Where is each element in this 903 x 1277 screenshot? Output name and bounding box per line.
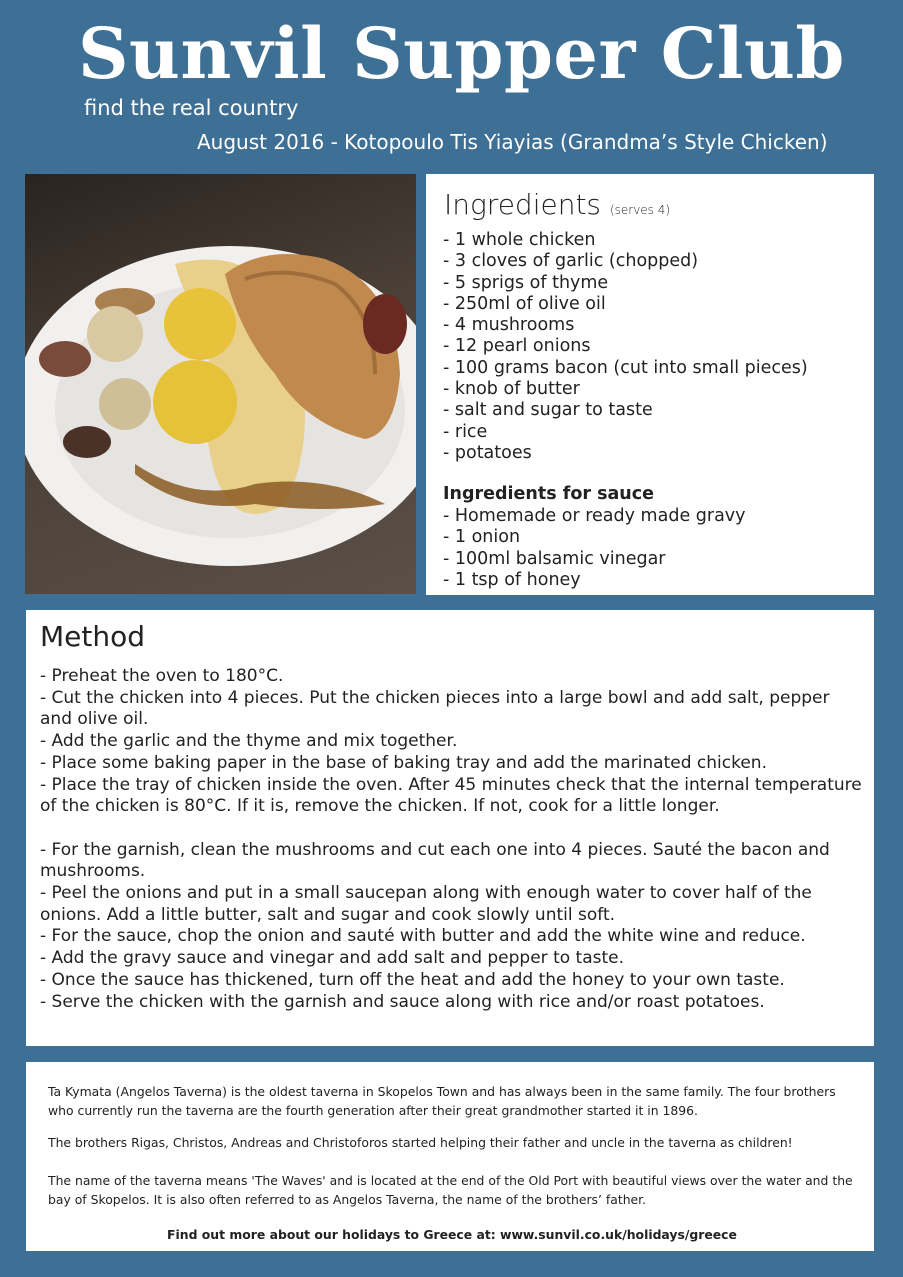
list-item: - 1 tsp of honey: [443, 569, 581, 590]
method-step: - Once the sauce has thickened, turn off the heat and add the honey to your own taste.: [40, 969, 785, 990]
method-step: - Serve the chicken with the garnish and sauce along with rice and/or roast potatoes.: [40, 991, 765, 1012]
list-item: - potatoes: [443, 442, 532, 463]
tagline: find the real country: [84, 96, 299, 120]
list-item: - salt and sugar to taste: [443, 400, 653, 421]
method-step: - Place the tray of chicken inside the oven. After 45 minutes check that the internal temperature of the chicken is 80°C. If it is, remove the chicken. If not, cook for a little longer.: [40, 774, 862, 817]
ingredients-heading: [444, 188, 670, 221]
page-title: Sunvil Supper Club: [78, 12, 845, 95]
list-item: - Homemade or ready made gravy: [443, 506, 746, 526]
method-step: - Preheat the oven to 180°C.: [40, 666, 284, 686]
ingredients-title: Ingredients: [444, 188, 602, 221]
list-item: - 250ml of olive oil: [443, 293, 606, 314]
method-step: - Add the gravy sauce and vinegar and add salt and pepper to taste.: [40, 948, 625, 969]
list-item: - 100 grams bacon (cut into small pieces): [443, 357, 808, 378]
list-item: - 1 onion: [443, 527, 521, 548]
list-item: - 5 sprigs of thyme: [443, 272, 609, 293]
info-paragraph: The name of the taverna means 'The Waves' and is located at the end of the Old Port with beautiful views over the water and the bay of Skopelos. It is also often referred to as Angelos Taverna, the name of the brothers’ father.: [48, 1173, 853, 1207]
method-step: - For the garnish, clean the mushrooms and cut each one into 4 pieces. Sauté the bacon and mushrooms.: [40, 839, 830, 882]
method-heading: Method: [40, 620, 146, 653]
method-panel: [26, 610, 874, 1046]
method-step: - Add the garlic and the thyme and mix together.: [40, 731, 458, 752]
method-step: - Peel the onions and put in a small saucepan along with enough water to cover half of the onions. Add a little butter, salt and sugar and cook slowly until soft.: [40, 883, 812, 925]
sauce-list: [443, 506, 746, 591]
taverna-info-panel: [26, 1062, 874, 1251]
info-paragraph: The brothers Rigas, Christos, Andreas and Christoforos started helping their father and uncle in the taverna as children!: [48, 1135, 793, 1150]
serves-note: (serves 4): [609, 203, 671, 217]
info-paragraph: Ta Kymata (Angelos Taverna) is the oldest taverna in Skopelos Town and has always been in the same family. The four brothers who currently run the taverna are the fourth generation after their great grandmother started it in 1896.: [48, 1084, 836, 1118]
method-step: - Place some baking paper in the base of baking tray and add the marinated chicken.: [40, 752, 767, 773]
footer-link-text: Find out more about our holidays to Greece at: www.sunvil.co.uk/holidays/greece: [167, 1227, 737, 1242]
list-item: - 3 cloves of garlic (chopped): [443, 251, 699, 272]
method-step: - Cut the chicken into 4 pieces. Put the chicken pieces into a large bowl and add salt, pepper and olive oil.: [40, 687, 830, 730]
list-item: - 1 whole chicken: [443, 230, 596, 250]
sauce-heading: Ingredients for sauce: [443, 484, 655, 504]
recipe-subtitle: August 2016 - Kotopoulo Tis Yiayias (Grandma’s Style Chicken): [197, 130, 828, 154]
list-item: - knob of butter: [443, 379, 580, 400]
method-steps: [40, 666, 862, 1013]
ingredients-panel: [426, 174, 874, 595]
list-item: - 100ml balsamic vinegar: [443, 548, 666, 569]
dish-photo: [25, 174, 416, 594]
list-item: - rice: [443, 421, 488, 442]
method-step: - For the sauce, chop the onion and sauté with butter and add the white wine and reduce.: [40, 926, 806, 947]
ingredients-list: [443, 230, 808, 464]
list-item: - 12 pearl onions: [443, 336, 591, 357]
list-item: - 4 mushrooms: [443, 315, 575, 336]
